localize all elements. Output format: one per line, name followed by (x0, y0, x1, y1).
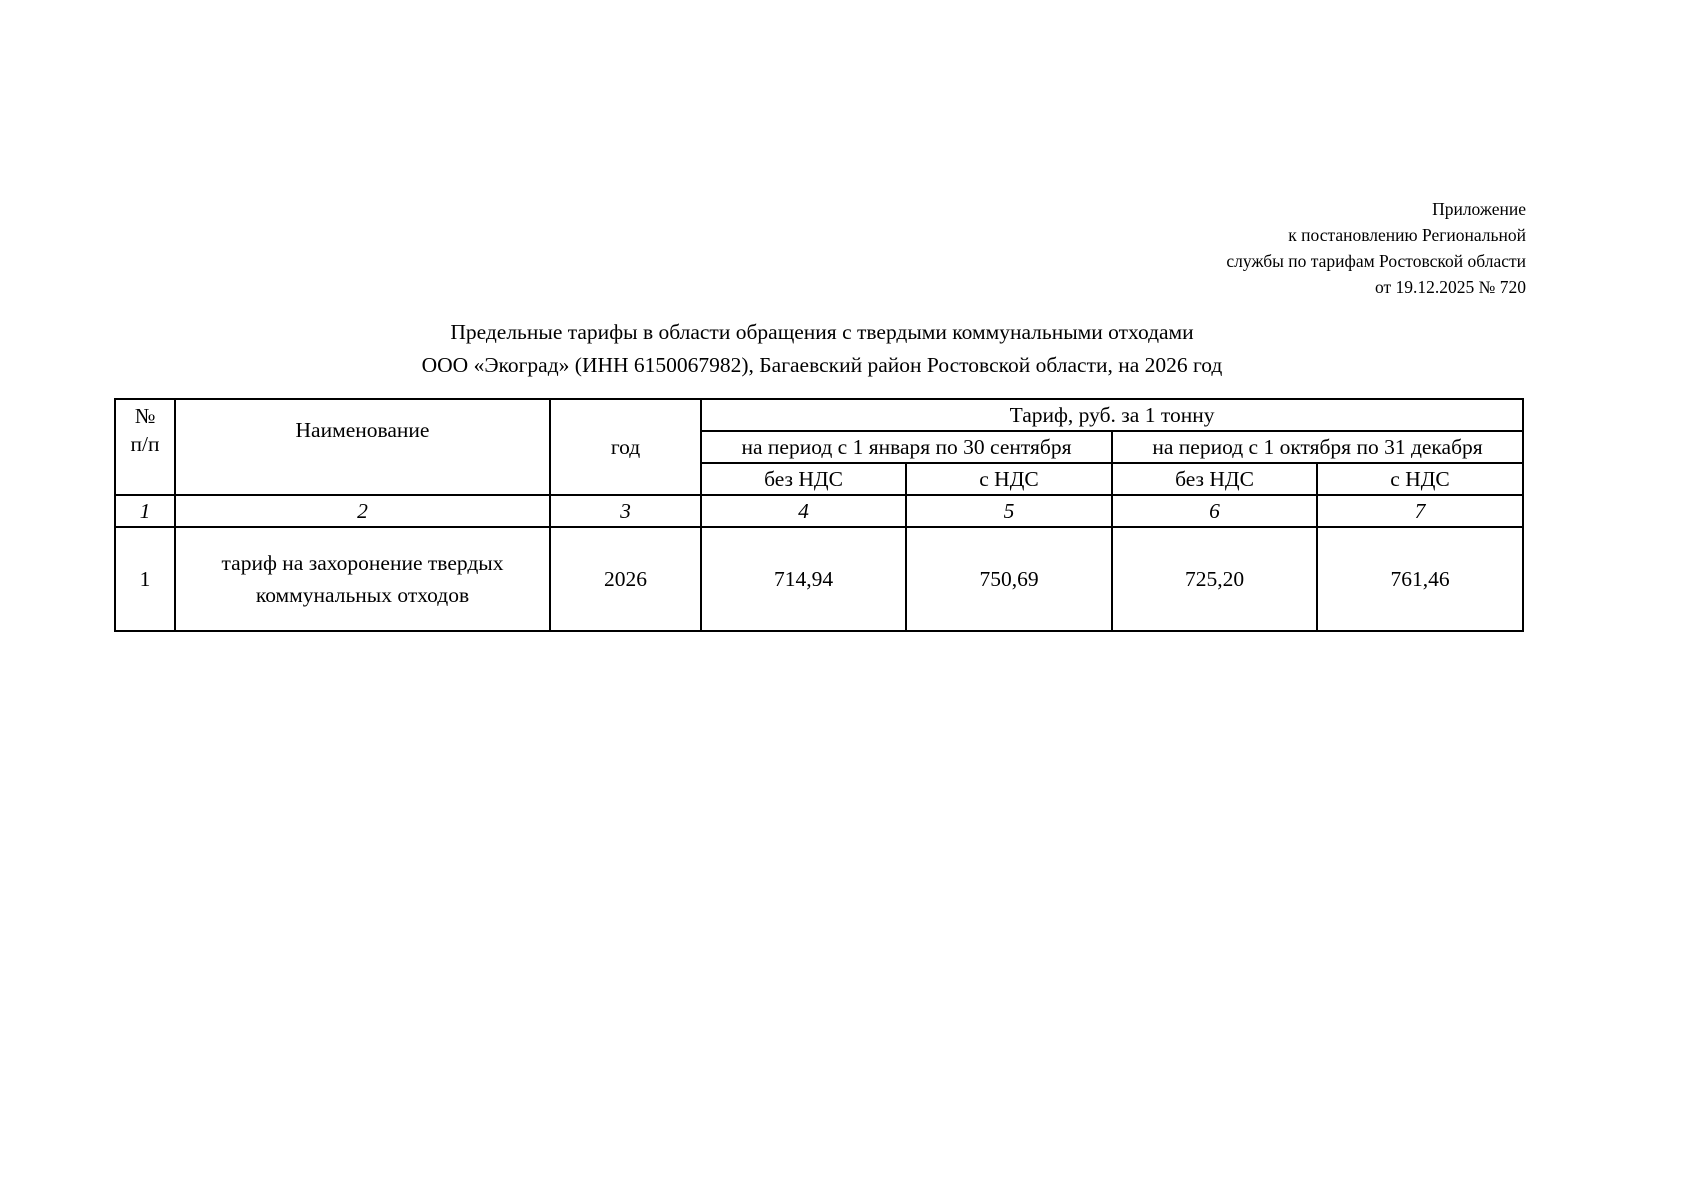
row-p1-without-vat: 714,94 (701, 527, 906, 631)
tariff-table (114, 398, 1524, 632)
title-line-1: Предельные тарифы в области обращения с твердыми коммунальными отходами (450, 320, 1194, 344)
row-p2-with-vat: 761,46 (1317, 527, 1523, 631)
column-number: 3 (550, 495, 701, 527)
column-number: 1 (115, 495, 175, 527)
header-name: Наименование (175, 399, 550, 495)
appendix-block (1226, 196, 1526, 300)
row-p1-with-vat: 750,69 (906, 527, 1112, 631)
title-line-2: ООО «Экоград» (ИНН 6150067982), Багаевский район Ростовской области, на 2026 год (421, 353, 1223, 377)
column-number: 6 (1112, 495, 1317, 527)
header-num-pp: п/п (130, 432, 160, 456)
header-period-2: на период с 1 октября по 31 декабря (1112, 431, 1523, 463)
document-title (0, 316, 1644, 382)
header-p1-with-vat: с НДС (906, 463, 1112, 495)
appendix-line-3: службы по тарифам Ростовской области (1226, 251, 1526, 271)
header-tariff: Тариф, руб. за 1 тонну (701, 399, 1523, 431)
row-name: тариф на захоронение твердых коммунальных отходов (175, 527, 550, 631)
header-p2-with-vat: с НДС (1317, 463, 1523, 495)
column-number: 2 (175, 495, 550, 527)
header-p1-without-vat: без НДС (701, 463, 906, 495)
header-p2-without-vat: без НДС (1112, 463, 1317, 495)
header-row-1 (115, 399, 1523, 431)
appendix-line-2: к постановлению Региональной (1288, 225, 1526, 245)
appendix-line-1: Приложение (1432, 199, 1526, 219)
header-num (115, 399, 175, 495)
table-row (115, 527, 1523, 631)
column-number-row (115, 495, 1523, 527)
header-period-1: на период с 1 января по 30 сентября (701, 431, 1112, 463)
column-number: 5 (906, 495, 1112, 527)
row-p2-without-vat: 725,20 (1112, 527, 1317, 631)
header-num-symbol: № (134, 404, 156, 428)
row-year: 2026 (550, 527, 701, 631)
appendix-line-4: от 19.12.2025 № 720 (1375, 277, 1526, 297)
column-number: 7 (1317, 495, 1523, 527)
header-year: год (550, 399, 701, 495)
column-number: 4 (701, 495, 906, 527)
row-num: 1 (115, 527, 175, 631)
